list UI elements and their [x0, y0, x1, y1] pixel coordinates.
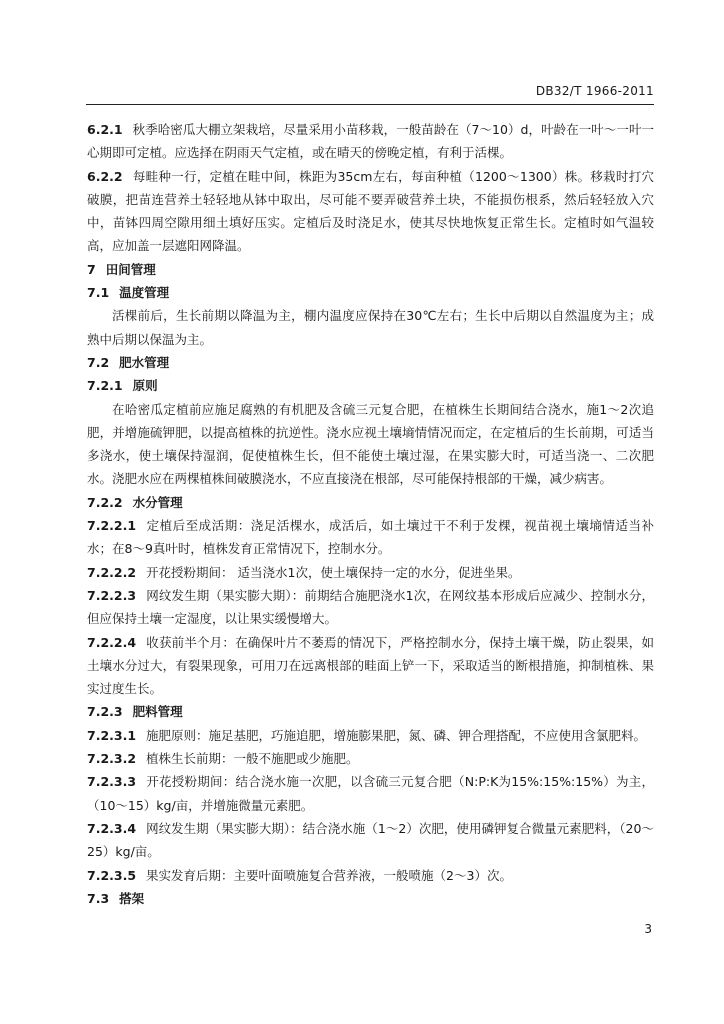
section-heading-7-2 — [87, 351, 654, 374]
clause-number: 7.2.2 — [87, 494, 123, 510]
clause-number: 7.2.2.3 — [87, 587, 137, 603]
clause-7-2-2-1 — [87, 514, 654, 561]
clause-7-2-2-2 — [87, 561, 654, 584]
heading-text: 肥料管理 — [132, 704, 183, 720]
clause-text: 果实发育后期：主要叶面喷施复合营养液，一般喷施（2～3）次。 — [146, 867, 512, 883]
clause-number: 7.2.3.4 — [87, 820, 137, 836]
section-heading-7-3 — [87, 887, 654, 910]
clause-7-2-3-4 — [87, 817, 654, 864]
clause-number: 7.2.3 — [87, 704, 123, 720]
clause-7-2-3-1 — [87, 724, 654, 747]
clause-text: 秋季哈密瓜大棚立架栽培，尽量采用小苗移栽，一般苗龄在（7～10）d，叶龄在一叶～一叶一心期即可定植。应选择在阴雨天气定植，或在晴天的傍晚定植，有利于活棵。 — [87, 122, 654, 161]
clause-7-2-2-3 — [87, 584, 654, 631]
section-heading-7-2-3 — [87, 700, 654, 723]
heading-text: 原则 — [132, 378, 158, 394]
clause-number: 6.2.1 — [87, 122, 123, 137]
clause-text: 网纹发生期（果实膨大期）：结合浇水施（1～2）次肥，使用磷钾复合微量元素肥料，（20～25）kg/亩。 — [87, 820, 654, 860]
clause-number: 7.1 — [87, 285, 110, 301]
section-heading-7 — [87, 258, 654, 281]
paragraph-principle: 在哈密瓜定植前应施足腐熟的有机肥及含硫三元复合肥，在植株生长期间结合浇水，施1～2次追肥，并增施硫钾肥，以提高植株的抗逆性。浇水应视土壤墒情情况而定，在定植后的生长前期，可适当多浇水，使土壤保持湿润，促使植株生长，但不能使土壤过湿，在果实膨大时，可适当浇一、二次肥水。浇肥水应在两棵植株间破膜浇水，不应直接浇在根部，尽可能保持根部的干燥，减少病害。 — [87, 401, 654, 487]
clause-number: 7 — [87, 261, 96, 277]
clause-text: 收获前半个月：在确保叶片不萎焉的情况下，严格控制水分，保持土壤干燥，防止裂果，如土壤水分过大，有裂果现象，可用刀在远离根部的畦面上铲一下，采取适当的断根措施，抑制植株、果实过度生长。 — [87, 634, 654, 697]
clause-number: 7.2.3.1 — [87, 727, 137, 743]
clause-number: 7.2.3.2 — [87, 751, 137, 767]
clause-text: 开花授粉期间：结合浇水施一次肥，以含硫三元复合肥（N:P:K为15%:15%:15%）为主，（10～15）kg/亩，并增施微量元素肥。 — [87, 774, 654, 813]
paragraph-temperature: 活棵前后，生长前期以降温为主，棚内温度应保持在30℃左右；生长中后期以自然温度为主；成熟中后期以保温为主。 — [87, 308, 654, 347]
clause-number: 7.3 — [87, 890, 110, 906]
clause-6-2-2 — [87, 165, 654, 258]
clause-7-2-3-2 — [87, 747, 654, 770]
heading-text: 田间管理 — [105, 261, 156, 277]
clause-7-2-3-5 — [87, 864, 654, 887]
clause-text: 定植后至成活期：浇足活棵水，成活后，如土壤过干不利于发棵，视苗视土壤墒情适当补水；在8～9真叶时，植株发育正常情况下，控制水分。 — [87, 518, 654, 557]
clause-text: 每畦种一行，定植在畦中间，株距为35cm左右，每亩种植（1200～1300）株。移栽时打穴破膜，把苗连营养土轻轻地从钵中取出，尽可能不要弄破营养土块，不能损伤根系，然后轻轻放入穴中，苗钵四周空隙用细土填好压实。定植后及时浇足水，使其尽快地恢复正常生长。定植时如气温较高，应加盖一层遮阳网降温。 — [87, 168, 654, 254]
section-heading-7-2-1 — [87, 374, 654, 397]
clause-number: 7.2 — [87, 354, 110, 370]
section-heading-7-2-2 — [87, 491, 654, 514]
document-body — [87, 118, 654, 910]
page-number: 3 — [644, 922, 652, 936]
clause-text: 施肥原则：施足基肥，巧施追肥，增施膨果肥，氮、磷、钾合理搭配，不应使用含氯肥料。 — [146, 727, 647, 743]
clause-text: 开花授粉期间： 适当浇水1次，使土壤保持一定的水分，促进坐果。 — [146, 564, 521, 580]
heading-text: 水分管理 — [132, 494, 183, 510]
clause-number: 7.2.1 — [87, 378, 123, 394]
heading-text: 搭架 — [119, 890, 145, 906]
clause-6-2-1 — [87, 118, 654, 165]
heading-text: 肥水管理 — [119, 354, 170, 370]
clause-number: 7.2.2.1 — [87, 518, 137, 534]
clause-number: 7.2.2.4 — [87, 634, 137, 650]
clause-7-2-2-4 — [87, 631, 654, 701]
clause-number: 6.2.2 — [87, 168, 123, 184]
heading-text: 温度管理 — [119, 285, 170, 301]
clause-text: 植株生长前期：一般不施肥或少施肥。 — [146, 751, 359, 767]
clause-number: 7.2.2.2 — [87, 564, 137, 580]
section-heading-7-1 — [87, 281, 654, 304]
clause-7-2-3-3 — [87, 770, 654, 817]
clause-number: 7.2.3.3 — [87, 774, 137, 790]
header-divider — [86, 104, 654, 105]
standard-code: DB32/T 1966-2011 — [535, 84, 654, 98]
clause-text: 网纹发生期（果实膨大期）：前期结合施肥浇水1次，在网纹基本形成后应减少、控制水分，但应保持土壤一定湿度，以让果实缓慢增大。 — [87, 587, 654, 627]
clause-number: 7.2.3.5 — [87, 867, 137, 883]
